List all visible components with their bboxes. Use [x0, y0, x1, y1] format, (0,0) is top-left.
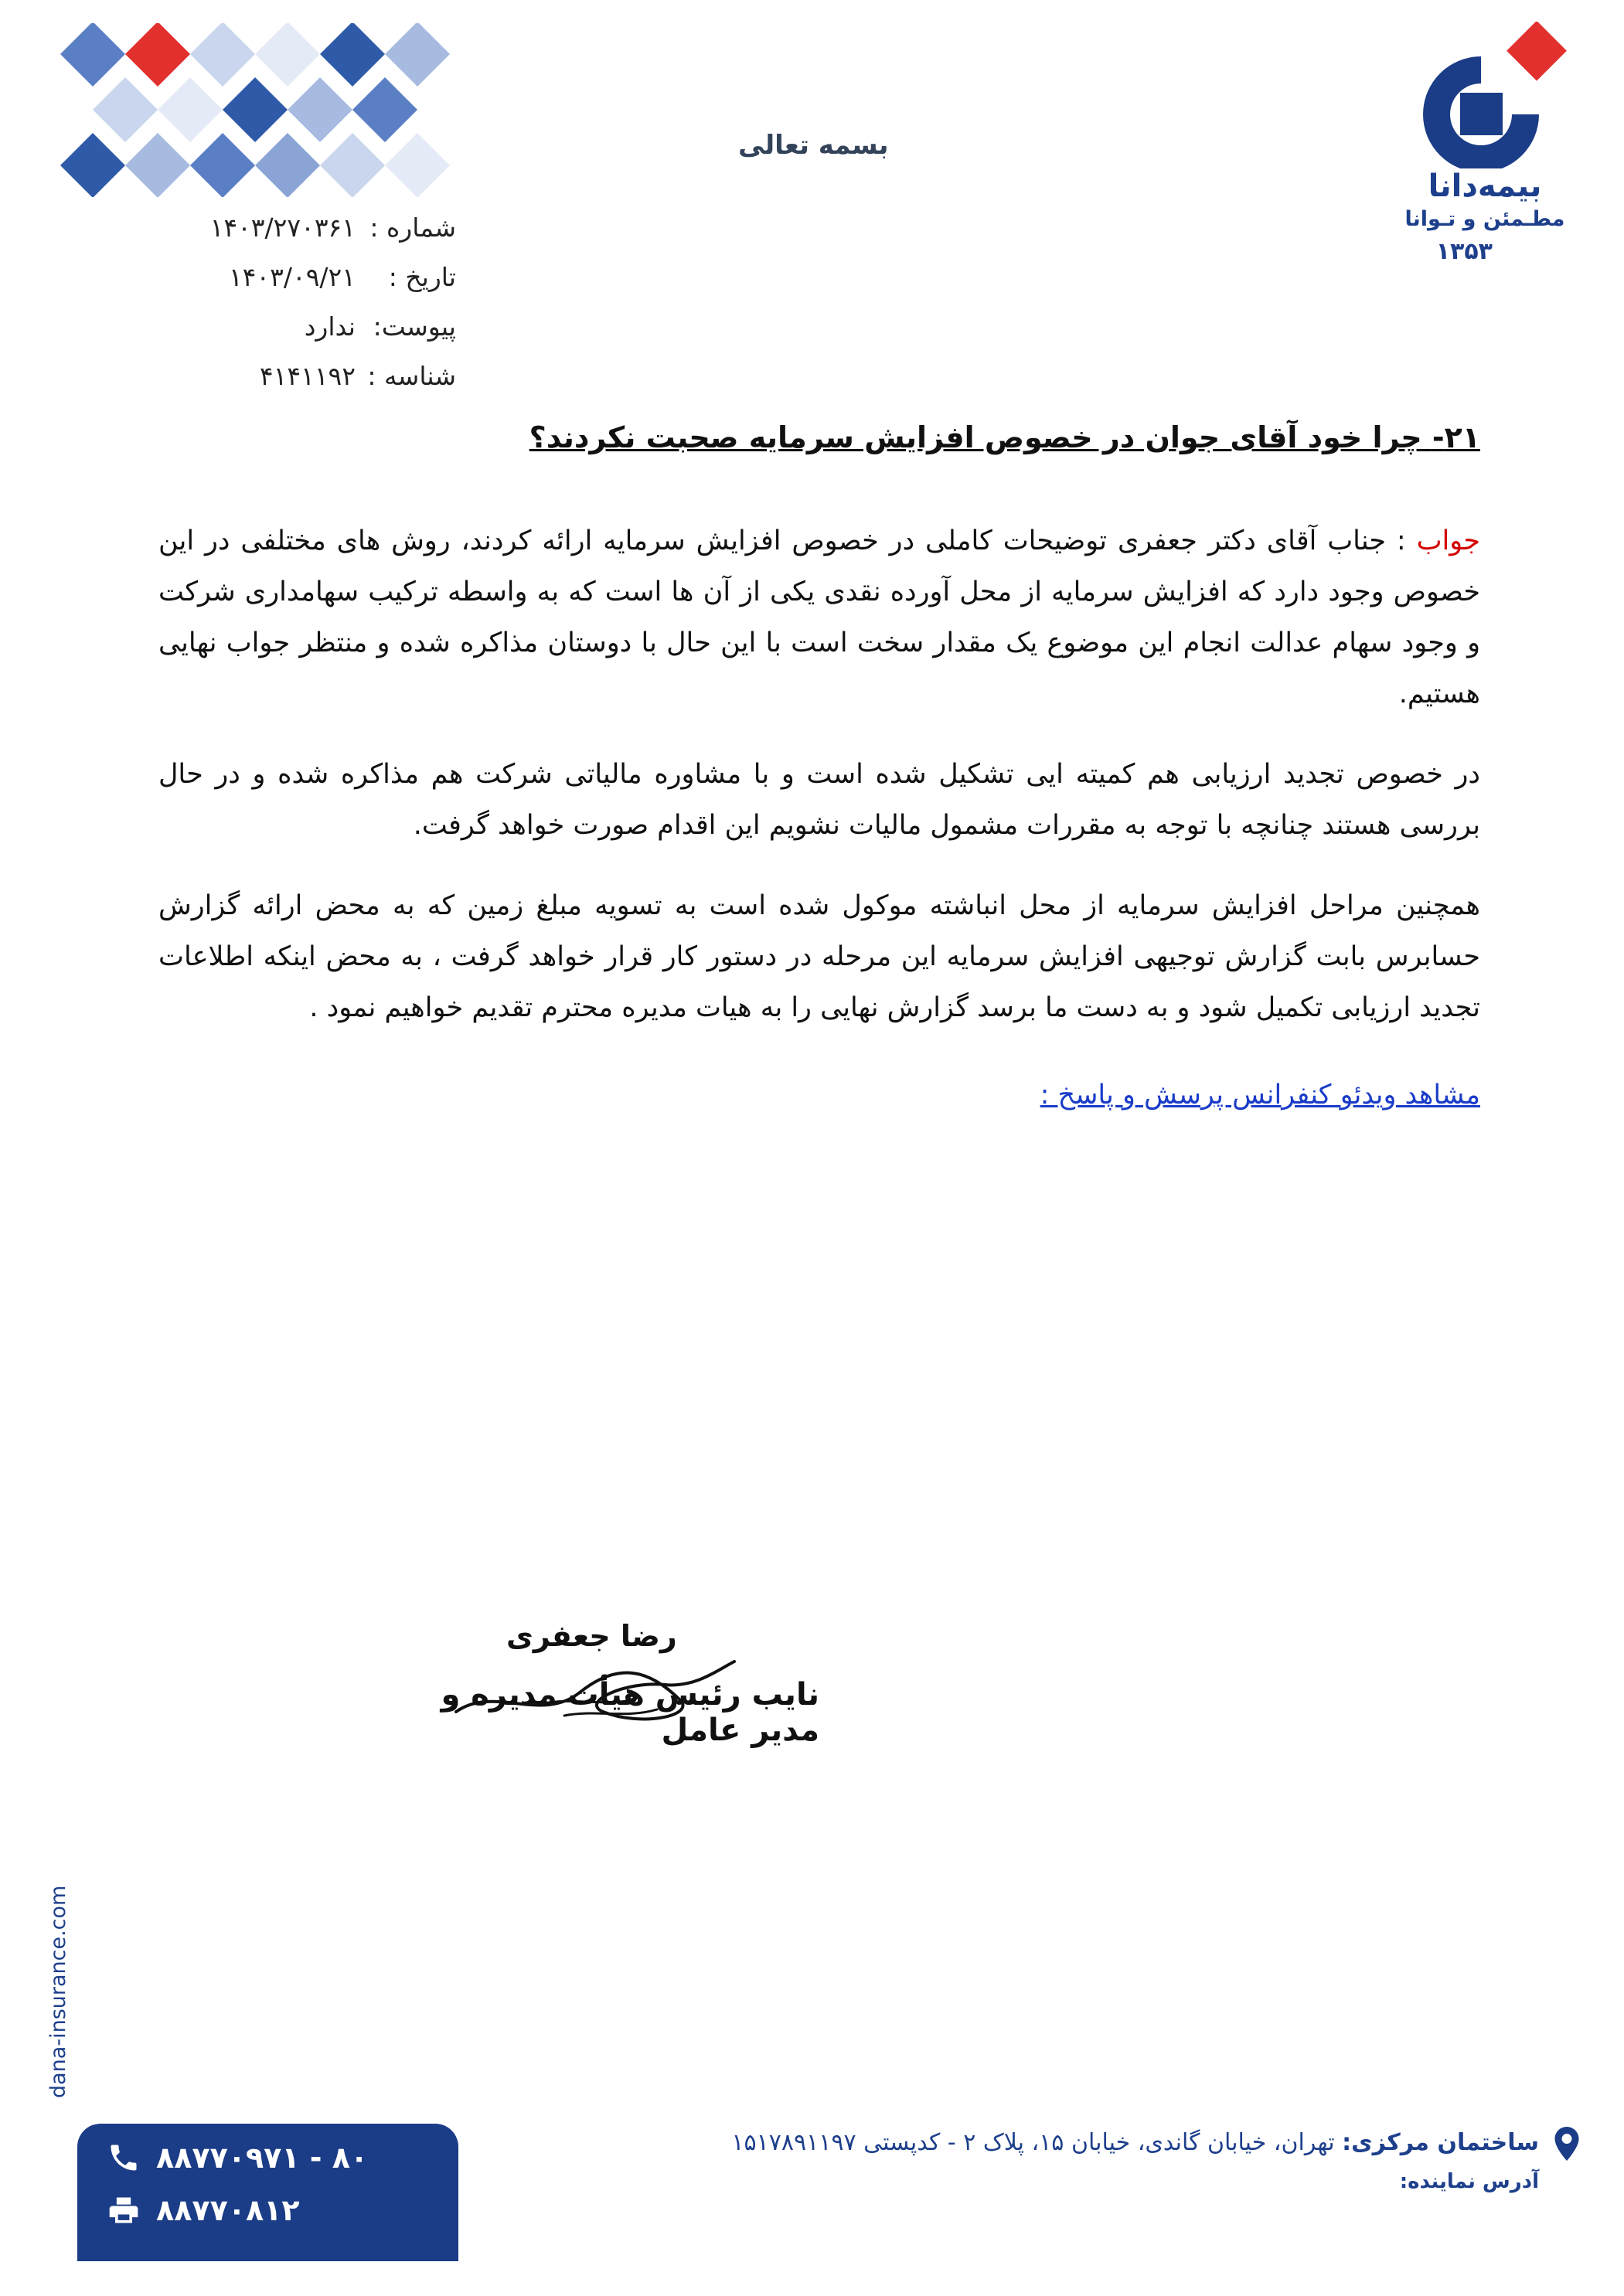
head-office-text: تهران، خیابان گاندی، خیابان ۱۵، پلاک ۲ - کدپستی ۱۵۱۷۸۹۱۱۹۷: [731, 2129, 1343, 2156]
meta-number-label: شماره :: [369, 212, 456, 243]
pattern-diamond-5: [385, 23, 450, 87]
meta-number-value: ۱۴۰۳/۲۷۰۳۶۱: [209, 212, 356, 243]
fax-row: [107, 2193, 300, 2227]
pattern-diamond-0: [60, 23, 125, 87]
logo-brand-text: بیمه‌دانا: [1428, 168, 1542, 204]
pattern-diamond-3: [255, 23, 320, 87]
pattern-diamond-14: [255, 133, 320, 197]
answer-paragraph-3: همچنین مراحل افزایش سرمایه از محل انباشته موکول شده است به تسویه مبلغ زمین که به محض ارائه گزارش حسابرس بابت گزارش توجیهی افزایش سرمایه این مرحله در دستور کار قرار خواهد گرفت ، به محض اینکه اطلاعات تجدید ارزیابی تکمیل شود و به دست ما برسد گزارش نهایی را به هیات مدیره محترم تقدیم خواهیم نمود .: [158, 890, 1480, 1023]
meta-number-row: [170, 202, 456, 252]
video-conference-link[interactable]: مشاهد ویدئو کنفرانس پرسش و پاسخ :: [1040, 1080, 1480, 1111]
logo-year-text: ۱۳۵۳: [1435, 238, 1493, 265]
pattern-diamond-12: [125, 133, 190, 197]
answer-label: جواب: [1416, 526, 1480, 556]
pattern-diamond-9: [288, 77, 352, 142]
meta-id-value: ۴۱۴۱۱۹۲: [259, 360, 356, 391]
pattern-diamond-4: [320, 23, 385, 87]
footer-address: [635, 2129, 1539, 2193]
phone-row: [107, 2141, 368, 2175]
basmala-heading: بسمه تعالی: [738, 130, 889, 161]
pattern-diamond-13: [190, 133, 255, 197]
website-url-text[interactable]: dana-insurance.com: [46, 1885, 70, 2098]
phone-number: ۸۸۷۷۰۹۷۱ - ۸۰: [156, 2141, 369, 2175]
head-office-address: [635, 2129, 1539, 2156]
answer-paragraph-2: در خصوص تجدید ارزیابی هم کمیته ایی تشکیل شده است و با مشاوره مالیاتی شرکت هم مذاکره شده و در حال بررسی هستند چنانچه با توجه به مقررات مشمول مالیات نشویم این اقدام صورت خواهد گرفت.: [158, 759, 1480, 841]
meta-date-value: ۱۴۰۳/۰۹/۲۱: [228, 261, 356, 292]
meta-id-row: [170, 351, 456, 400]
answer-paragraph-1-text: : جناب آقای دکتر جعفری توضیحات کاملی در خصوص افزایش سرمایه ارائه کردند، روش های مختلفی در این خصوص وجود دارد که افزایش سرمایه از محل آورده نقدی یکی از آن ها است که به واسطه ترکیب سهامداری شرکت و وجود سهام عدالت انجام این موضوع یک مقدار سخت است با این حال با دوستان مذاکره شده و منتظر جواب نهایی هستیم.: [158, 526, 1480, 709]
meta-attachment-value: ندارد: [304, 311, 356, 342]
question-title: [158, 413, 1480, 461]
meta-date-row: [170, 252, 456, 301]
logo-slogan-text: مطـمئن و تـوانا: [1404, 207, 1565, 231]
handwritten-signature-icon: [448, 1638, 742, 1731]
letter-metadata: [170, 202, 456, 400]
pattern-diamond-11: [60, 133, 125, 197]
pattern-diamond-6: [93, 77, 158, 142]
letter-body: [158, 413, 1480, 1118]
fax-printer-icon: [107, 2193, 141, 2227]
pattern-diamond-1: [125, 23, 190, 87]
pattern-diamond-16: [385, 133, 450, 197]
pattern-diamond-10: [352, 77, 417, 142]
meta-id-label: شناسه :: [367, 360, 456, 391]
answer-paragraph-1: [158, 515, 1480, 719]
contact-phone-box: [77, 2124, 458, 2261]
logo-mark-icon: [1384, 22, 1578, 168]
pattern-diamond-2: [190, 23, 255, 87]
representative-address-label: آدرس نماینده:: [1399, 2170, 1539, 2193]
pattern-diamond-8: [223, 77, 288, 142]
phone-icon: [107, 2141, 141, 2175]
pattern-diamond-15: [320, 133, 385, 197]
head-office-label: ساختمان مرکزی:: [1342, 2129, 1539, 2156]
question-number: ۲۱-: [1432, 420, 1480, 454]
meta-date-label: تاریخ :: [388, 261, 456, 292]
pattern-diamond-7: [158, 77, 223, 142]
decorative-diamond-pattern: [58, 23, 452, 197]
meta-attachment-row: [170, 301, 456, 351]
signatory-title: نایب رئیس هیأت مدیره و مدیر عامل: [441, 1677, 819, 1748]
location-pin-icon: [1554, 2127, 1579, 2161]
meta-attachment-label: پیوست:: [373, 311, 456, 342]
website-url-vertical: [46, 1885, 77, 2098]
company-logo: [1384, 22, 1578, 265]
question-text: چرا خود آقای جوان در خصوص افزایش سرمایه صحبت نکردند؟: [529, 420, 1422, 454]
signature-block: [340, 1619, 819, 1748]
signatory-name: رضا جعفری: [506, 1619, 677, 1653]
fax-number: ۸۸۷۷۰۸۱۲: [156, 2193, 300, 2227]
